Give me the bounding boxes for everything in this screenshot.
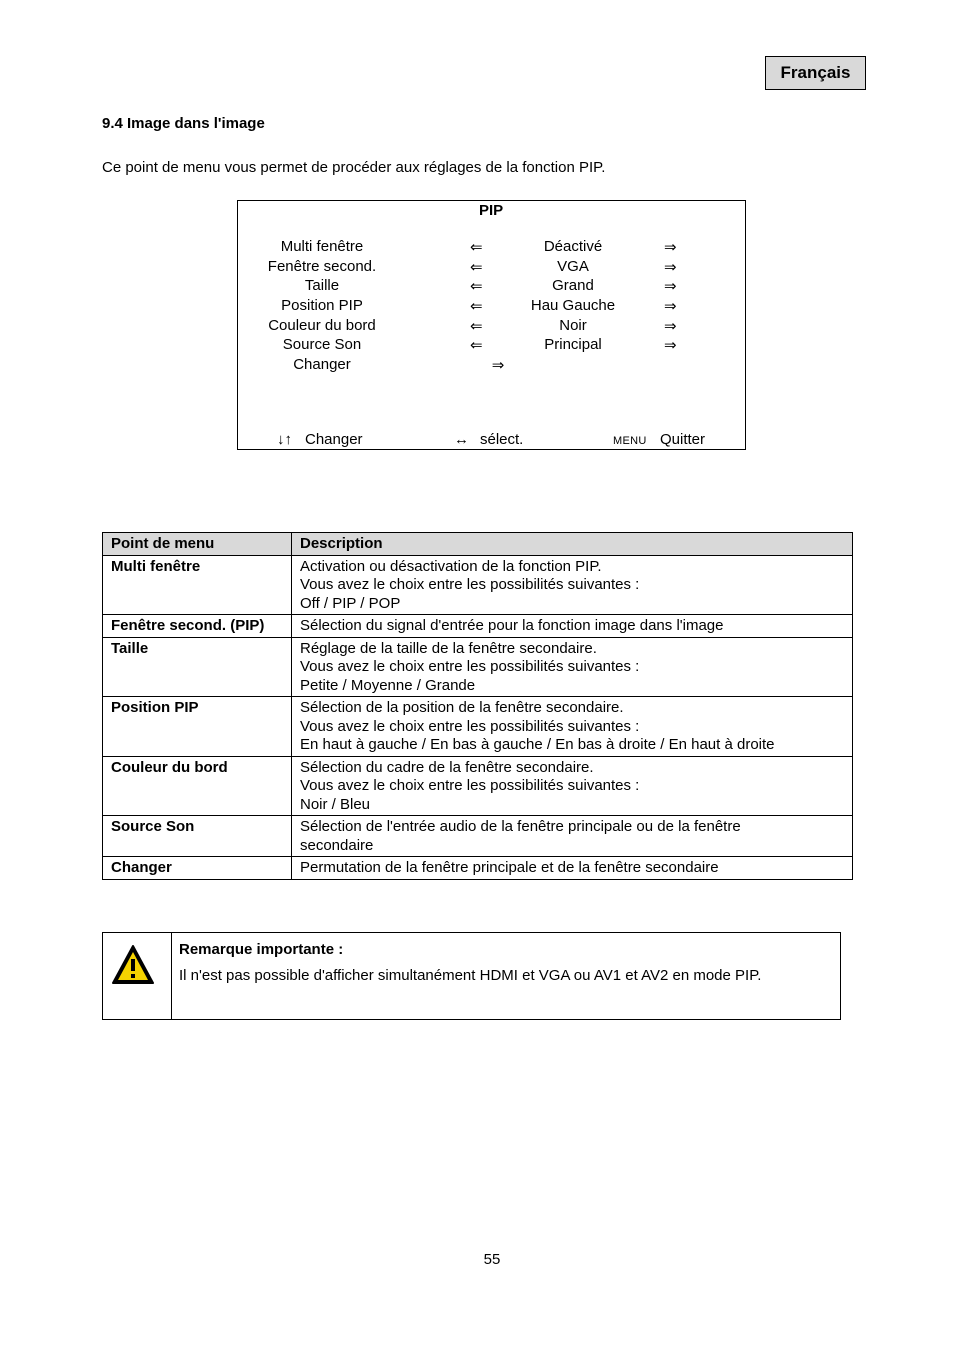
menu-item-cell: Multi fenêtre: [103, 555, 292, 615]
osd-row: [238, 356, 745, 376]
menu-item-cell: Couleur du bord: [103, 756, 292, 816]
left-arrow-icon: ⇐: [470, 337, 483, 355]
description-line: Sélection de la position de la fenêtre secondaire.: [300, 699, 624, 716]
menu-item-cell: Fenêtre second. (PIP): [103, 615, 292, 638]
description-line: Vous avez le choix entre les possibilités suivantes :: [300, 658, 640, 675]
description-cell: [292, 555, 853, 615]
description-line: Noir / Bleu: [300, 795, 371, 813]
right-arrow-icon: ⇒: [664, 337, 677, 355]
table-row: [103, 555, 853, 615]
right-arrow-icon: ⇒: [664, 298, 677, 316]
left-arrow-icon: ⇐: [470, 258, 483, 276]
osd-item-label: Couleur du bord: [268, 316, 376, 334]
osd-item-value: Principal: [544, 336, 602, 354]
leftright-arrow-icon: ↔: [454, 431, 469, 448]
left-arrow-icon: ⇐: [470, 278, 483, 296]
osd-item-value: ⇒: [491, 357, 505, 375]
description-line: Réglage de la taille de la fenêtre secondaire.: [300, 639, 597, 657]
menu-item-cell: Position PIP: [103, 697, 292, 757]
osd-item-value: Grand: [552, 277, 594, 295]
important-note: [102, 932, 841, 1020]
osd-item-label: Source Son: [282, 336, 362, 354]
description-line: Sélection du cadre de la fenêtre secondaire.: [300, 758, 594, 776]
osd-item-label: Changer: [293, 356, 351, 374]
osd-item-label: Fenêtre second.: [267, 257, 377, 275]
table-row: [103, 756, 853, 816]
warning-icon: [111, 943, 155, 987]
menu-item-cell: Source Son: [103, 816, 292, 857]
osd-row: [238, 238, 745, 258]
description-line: Sélection de l'entrée audio de la fenêtre principale ou de la fenêtre: [300, 818, 741, 835]
pip-menu-screen: [237, 200, 746, 450]
osd-item-label: Multi fenêtre: [280, 238, 364, 255]
menu-description-table: [102, 532, 853, 880]
osd-item-value: VGA: [557, 257, 589, 275]
osd-row: [238, 336, 745, 356]
description-line: Sélection du signal d'entrée pour la fonction image dans l'image: [300, 617, 724, 634]
description-line: Off / PIP / POP: [300, 594, 401, 612]
osd-item-value: Noir: [559, 316, 587, 334]
description-line: Petite / Moyenne / Grande: [300, 676, 476, 694]
description-line: Activation ou désactivation de la fonction PIP.: [300, 557, 602, 575]
table-row: [103, 857, 853, 880]
left-arrow-icon: ⇐: [470, 239, 483, 256]
header-description: Description: [292, 533, 853, 556]
osd-item-label: Taille: [304, 277, 340, 295]
intro-paragraph: Ce point de menu vous permet de procéder aux réglages de la fonction PIP.: [102, 159, 606, 176]
page-number: 55: [483, 1251, 501, 1268]
osd-item-value: Hau Gauche: [530, 297, 616, 315]
table-row: [103, 697, 853, 757]
menu-item-cell: Changer: [103, 857, 292, 880]
footer-changer-label: Changer: [305, 431, 363, 448]
footer-quit-label: Quitter: [660, 431, 706, 448]
footer-select-label: sélect.: [480, 431, 524, 448]
left-arrow-icon: ⇐: [470, 298, 483, 316]
menu-item-cell: Taille: [103, 637, 292, 697]
table-row: [103, 816, 853, 857]
description-line: Vous avez le choix entre les possibilités suivantes :: [300, 777, 640, 794]
description-line: Vous avez le choix entre les possibilités suivantes :: [300, 717, 640, 735]
note-title: Remarque importante :: [179, 941, 344, 958]
right-arrow-icon: ⇒: [664, 239, 677, 256]
language-badge: Français: [765, 56, 866, 90]
description-cell: [292, 756, 853, 816]
left-arrow-icon: ⇐: [470, 317, 483, 335]
osd-title: PIP: [479, 202, 504, 219]
description-cell: [292, 816, 853, 857]
header-menu-item: Point de menu: [103, 533, 292, 556]
description-cell: [292, 857, 853, 880]
table-row: [103, 615, 853, 638]
right-arrow-icon: ⇒: [664, 278, 677, 296]
osd-footer: [238, 431, 745, 451]
table-row: [103, 637, 853, 697]
description-cell: [292, 615, 853, 638]
right-arrow-icon: ⇒: [664, 317, 677, 335]
osd-item-value: Déactivé: [543, 238, 603, 255]
updown-arrows-icon: ↓↑: [277, 431, 292, 448]
description-line: Vous avez le choix entre les possibilités suivantes :: [300, 576, 640, 593]
osd-row: [238, 317, 745, 337]
osd-menu-rows: [238, 238, 745, 376]
description-line: Permutation de la fenêtre principale et de la fenêtre secondaire: [300, 859, 719, 876]
right-arrow-icon: ⇒: [664, 258, 677, 276]
note-text: Il n'est pas possible d'afficher simultanément HDMI et VGA ou AV1 et AV2 en mode PIP.: [179, 967, 762, 984]
description-cell: [292, 697, 853, 757]
osd-row: [238, 297, 745, 317]
table-header-row: [103, 533, 853, 556]
description-line: En haut à gauche / En bas à gauche / En bas à droite / En haut à droite: [300, 736, 775, 753]
osd-row: [238, 277, 745, 297]
description-line: secondaire: [300, 836, 374, 854]
menu-key-label: MENU: [613, 435, 647, 447]
osd-item-label: Position PIP: [281, 297, 363, 315]
section-heading: 9.4 Image dans l'image: [102, 115, 265, 132]
osd-row: [238, 258, 745, 278]
description-cell: [292, 637, 853, 697]
